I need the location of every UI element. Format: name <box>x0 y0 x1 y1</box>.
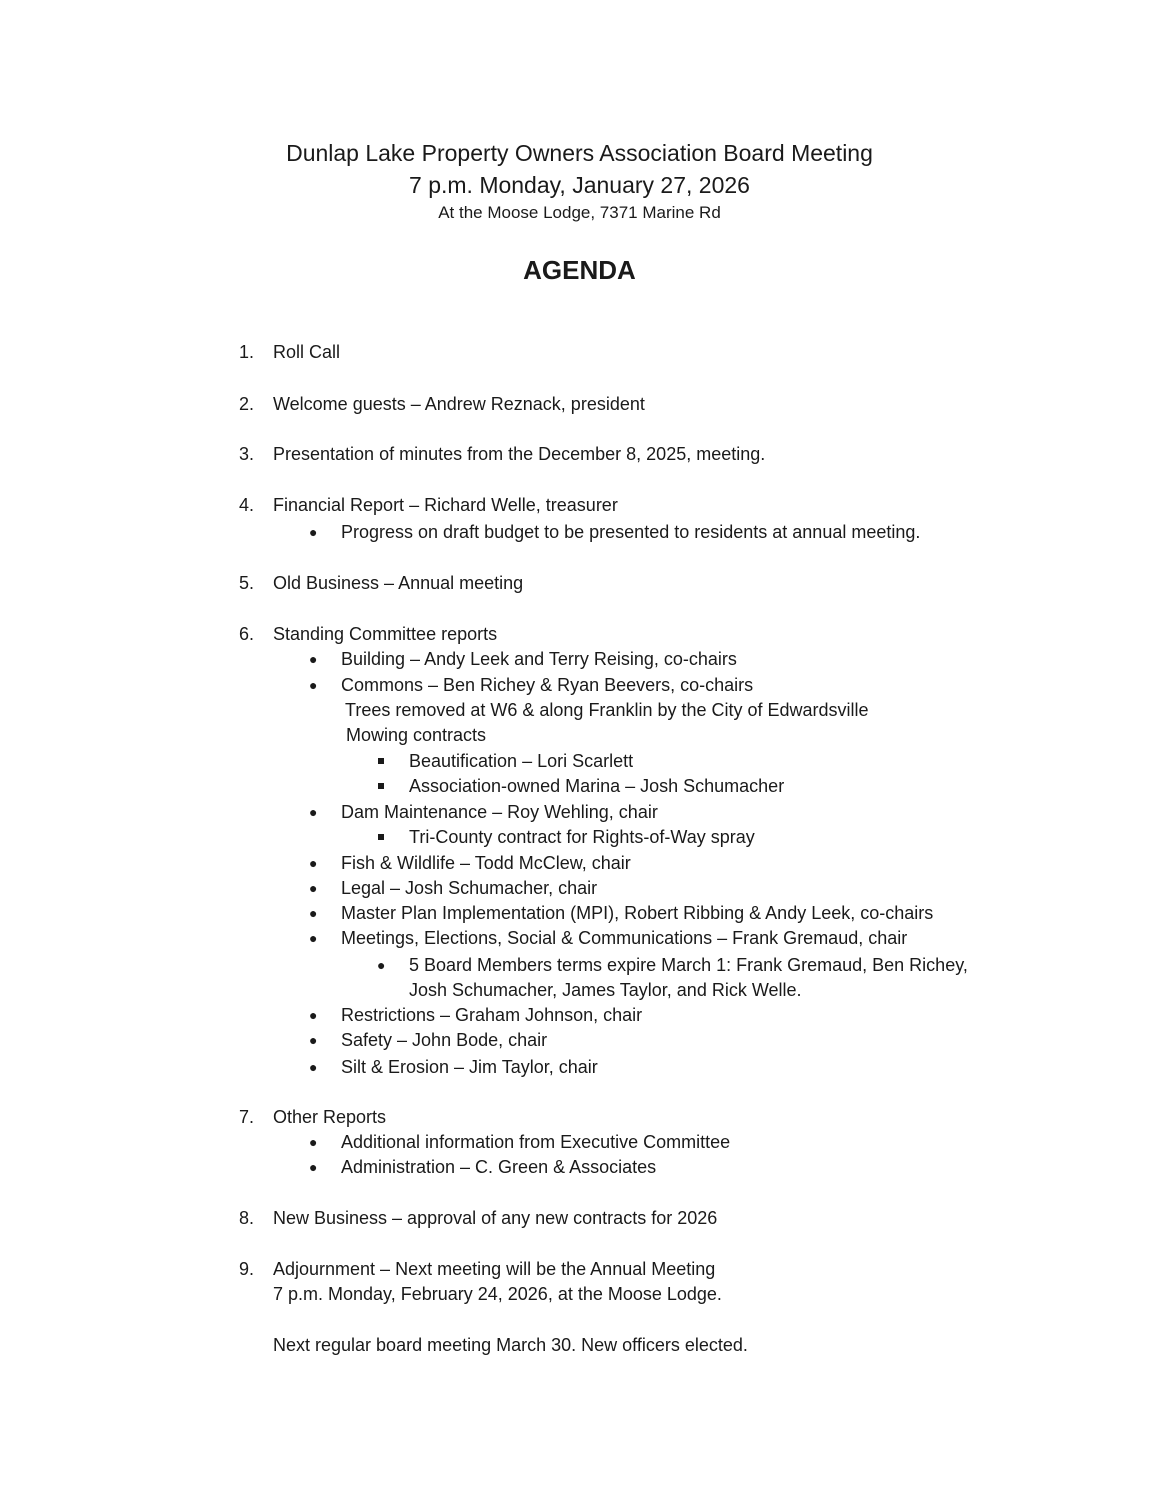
bullet-icon: ● <box>309 651 318 667</box>
bullet-icon: ● <box>309 1032 318 1048</box>
item-number: 6. <box>239 624 255 644</box>
item-welcome-guests: Welcome guests – Andrew Reznack, president <box>273 394 645 414</box>
item-number: 2. <box>239 394 255 414</box>
item-number: 8. <box>239 1208 255 1228</box>
sub-meetings: Meetings, Elections, Social & Communications – Frank Gremaud, chair <box>341 928 908 948</box>
commons-note-trees: Trees removed at W6 & along Franklin by the City of Edwardsville <box>345 700 869 720</box>
item-standing-committee: Standing Committee reports <box>273 624 498 644</box>
sub-building: Building – Andy Leek and Terry Reising, co-chairs <box>341 649 737 669</box>
sub-tri-county: Tri-County contract for Rights-of-Way spray <box>409 827 755 847</box>
item-number: 9. <box>239 1259 255 1279</box>
bullet-icon: ● <box>377 957 386 973</box>
sub-administration: Administration – C. Green & Associates <box>341 1157 657 1177</box>
item-number: 3. <box>239 444 255 464</box>
sub-legal: Legal – Josh Schumacher, chair <box>341 878 598 898</box>
bullet-icon: ● <box>309 880 318 896</box>
meeting-location: At the Moose Lodge, 7371 Marine Rd <box>438 203 721 222</box>
commons-note-mowing: Mowing contracts <box>346 725 487 745</box>
bullet-icon: ● <box>309 677 318 693</box>
item-adjournment-cont: 7 p.m. Monday, February 24, 2026, at the Moose Lodge. <box>273 1284 722 1304</box>
sub-restrictions: Restrictions – Graham Johnson, chair <box>341 1005 643 1025</box>
square-bullet-icon <box>378 834 384 840</box>
sub-silt-erosion: Silt & Erosion – Jim Taylor, chair <box>341 1057 598 1077</box>
sub-budget: Progress on draft budget to be presented to residents at annual meeting. <box>341 522 921 542</box>
square-bullet-icon <box>378 783 384 789</box>
item-adjournment: Adjournment – Next meeting will be the Annual Meeting <box>273 1259 716 1279</box>
item-roll-call: Roll Call <box>273 342 341 362</box>
bullet-icon: ● <box>309 804 318 820</box>
item-other-reports: Other Reports <box>273 1107 387 1127</box>
bullet-icon: ● <box>309 1059 318 1075</box>
sub-executive-committee: Additional information from Executive Committee <box>341 1132 731 1152</box>
item-new-business: New Business – approval of any new contracts for 2026 <box>273 1208 718 1228</box>
meeting-datetime: 7 p.m. Monday, January 27, 2026 <box>409 172 750 198</box>
bullet-icon: ● <box>309 855 318 871</box>
item-financial-report: Financial Report – Richard Welle, treasurer <box>273 495 618 515</box>
meeting-title: Dunlap Lake Property Owners Association Board Meeting <box>286 140 873 166</box>
item-number: 5. <box>239 573 255 593</box>
item-number: 4. <box>239 495 255 515</box>
square-bullet-icon <box>378 758 384 764</box>
bullet-icon: ● <box>309 524 318 540</box>
sub-board-terms: 5 Board Members terms expire March 1: Frank Gremaud, Ben Richey, <box>409 955 968 975</box>
sub-board-terms-cont: Josh Schumacher, James Taylor, and Rick Welle. <box>409 980 802 1000</box>
bullet-icon: ● <box>309 1159 318 1175</box>
bullet-icon: ● <box>309 1007 318 1023</box>
item-number: 7. <box>239 1107 255 1127</box>
agenda-heading: AGENDA <box>523 255 636 285</box>
sub-marina: Association-owned Marina – Josh Schumacher <box>409 776 785 796</box>
sub-master-plan: Master Plan Implementation (MPI), Robert Ribbing & Andy Leek, co-chairs <box>341 903 934 923</box>
sub-dam-maintenance: Dam Maintenance – Roy Wehling, chair <box>341 802 658 822</box>
sub-commons: Commons – Ben Richey & Ryan Beevers, co-chairs <box>341 675 754 695</box>
bullet-icon: ● <box>309 1134 318 1150</box>
footer-note: Next regular board meeting March 30. New officers elected. <box>273 1335 748 1355</box>
bullet-icon: ● <box>309 905 318 921</box>
item-minutes: Presentation of minutes from the December 8, 2025, meeting. <box>273 444 766 464</box>
item-old-business: Old Business – Annual meeting <box>273 573 524 593</box>
bullet-icon: ● <box>309 930 318 946</box>
item-number: 1. <box>239 342 255 362</box>
sub-safety: Safety – John Bode, chair <box>341 1030 548 1050</box>
sub-fish-wildlife: Fish & Wildlife – Todd McClew, chair <box>341 853 631 873</box>
sub-beautification: Beautification – Lori Scarlett <box>409 751 634 771</box>
